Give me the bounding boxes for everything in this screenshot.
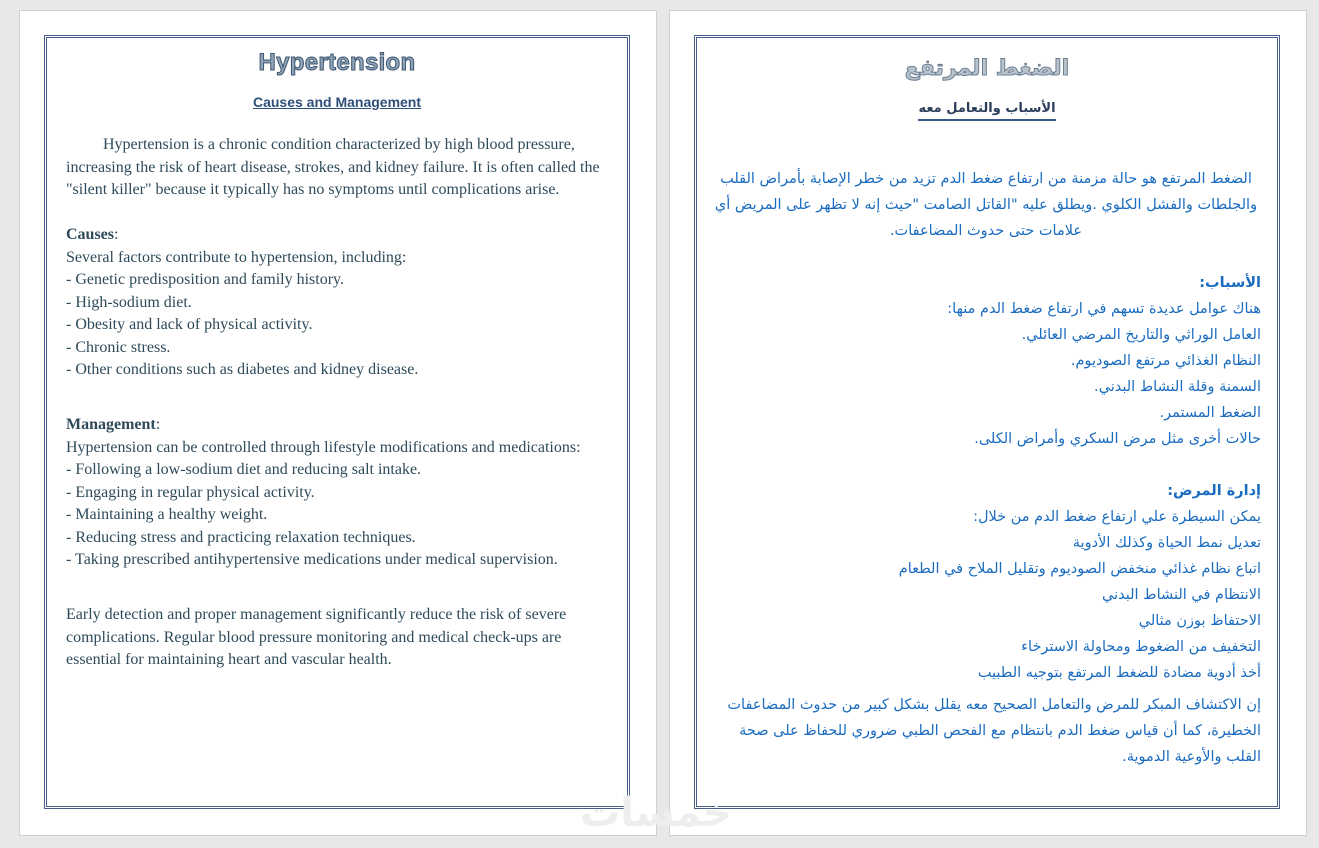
- intro-paragraph: Hypertension is a chronic condition characterized by high blood pressure, increasing the risk of heart disease, strokes, and kidney failure. It is often called the "silent killer" because it typically has no symptoms until complications arise.: [66, 136, 600, 198]
- list-item: - High-sodium diet.: [66, 293, 192, 311]
- list-item: - Engaging in regular physical activity.: [66, 483, 315, 501]
- causes-intro: هناك عوامل عديدة تسهم في ارتفاع ضغط الدم منها:: [947, 301, 1261, 317]
- list-item: - Reducing stress and practicing relaxation techniques.: [66, 528, 416, 546]
- conclusion-paragraph: Early detection and proper management significantly reduce the risk of severe complications. Regular blood pressure monitoring and medical check-ups are essential for maintaining heart and vascular health.: [66, 606, 567, 668]
- management-heading: إدارة المرض:: [1167, 483, 1261, 499]
- list-item: الضغط المستمر.: [1159, 405, 1261, 421]
- management-intro: يمكن السيطرة علي ارتفاع ضغط الدم من خلال:: [973, 509, 1261, 525]
- causes-heading: الأسباب:: [1199, 275, 1261, 291]
- causes-heading: Causes: [66, 226, 115, 243]
- list-item: تعديل نمط الحياة وكذلك الأدوية: [1072, 535, 1261, 551]
- list-item: حالات أخرى مثل مرض السكري وأمراض الكلى.: [974, 431, 1261, 447]
- list-item: اتباع نظام غذائي منخفض الصوديوم وتقليل الملاح في الطعام: [898, 561, 1261, 577]
- page-border: [694, 35, 1280, 809]
- conclusion-paragraph: إن الاكتشاف المبكر للمرض والتعامل الصحيح معه يقلل بشكل كبير من حدوث المضاعفات الخطيرة، كما أن قياس ضغط الدم بانتظام مع الفحص الطبي ضروري للحفاظ على صحة القلب والأوعية الدموية.: [727, 697, 1261, 765]
- list-item: الاحتفاظ بوزن مثالي: [1138, 613, 1261, 629]
- page-title: Hypertension: [258, 49, 416, 76]
- arabic-page: [669, 10, 1307, 836]
- list-item: الانتظام في النشاط البدني: [1102, 587, 1261, 603]
- list-item: - Taking prescribed antihypertensive medications under medical supervision.: [66, 551, 558, 568]
- list-item: - Obesity and lack of physical activity.: [66, 316, 313, 333]
- list-item: أخذ أدوية مضادة للضغط المرتفع بتوجيه الطبيب: [977, 665, 1261, 681]
- list-item: العامل الوراثي والتاريخ المرضي العائلي.: [1021, 327, 1261, 343]
- page-subtitle: Causes and Management: [252, 94, 422, 110]
- list-item: التخفيف من الضغوط ومحاولة الاسترخاء: [1021, 639, 1261, 655]
- causes-intro: Several factors contribute to hypertension, including:: [66, 248, 407, 266]
- watermark-logo: خمسات: [580, 790, 732, 836]
- english-page: [19, 10, 657, 836]
- list-item: النظام الغذائي مرتفع الصوديوم.: [1070, 353, 1261, 369]
- list-item: السمنة وقلة النشاط البدني.: [1094, 379, 1261, 395]
- intro-paragraph: الضغط المرتفع هو حالة مزمنة من ارتفاع ضغط الدم تزيد من خطر الإصابة بأمراض القلب والجلطات والفشل الكلوي .ويطلق عليه "القاتل الصامت "حيث إنه لا تظهر على المريض أي علامات حتى حدوث المضاعفات.: [714, 171, 1258, 239]
- page-title: الضغط المرتفع: [904, 56, 1070, 81]
- list-item: - Following a low-sodium diet and reducing salt intake.: [66, 461, 422, 478]
- page-border: [44, 35, 630, 809]
- list-item: - Other conditions such as diabetes and kidney disease.: [66, 361, 419, 378]
- list-item: - Maintaining a healthy weight.: [66, 506, 268, 523]
- document-body[interactable]: [711, 166, 1261, 770]
- management-heading: Management: [66, 416, 156, 433]
- list-item: - Chronic stress.: [66, 338, 171, 356]
- page-subtitle: الأسباب والتعامل معه: [918, 101, 1055, 121]
- list-item: - Genetic predisposition and family history.: [66, 271, 345, 288]
- document-body[interactable]: Hypertension is a chronic condition characterized by high blood pressure, increasing the risk of heart disease, strokes, and kidney failure. It is often called the "silent killer" because it typically has no symptoms until complications arise. Causes: Several factors contribute to hypertension, including: - Genetic predisposition and family history. - High-sodium diet. - Obesity and lack of physical activity. - Chronic stress. - Other conditions such as diabetes and kidney disease. Management: Hypertension can be controlled through lifestyle modifications and medications: - Following a low-sodium diet and reducing salt intake. - Engaging in regular physical activity. - Maintaining a healthy weight. - Reducing stress and practicing relaxation techniques. - Taking prescribed antihypertensive medications under medical supervision. Early detection and proper management significantly reduce the risk of severe complications. Regular blood pressure monitoring and medical check-ups are essential for maintaining heart and vascular health.: [66, 134, 613, 672]
- management-intro: Hypertension can be controlled through lifestyle modifications and medications:: [66, 438, 581, 456]
